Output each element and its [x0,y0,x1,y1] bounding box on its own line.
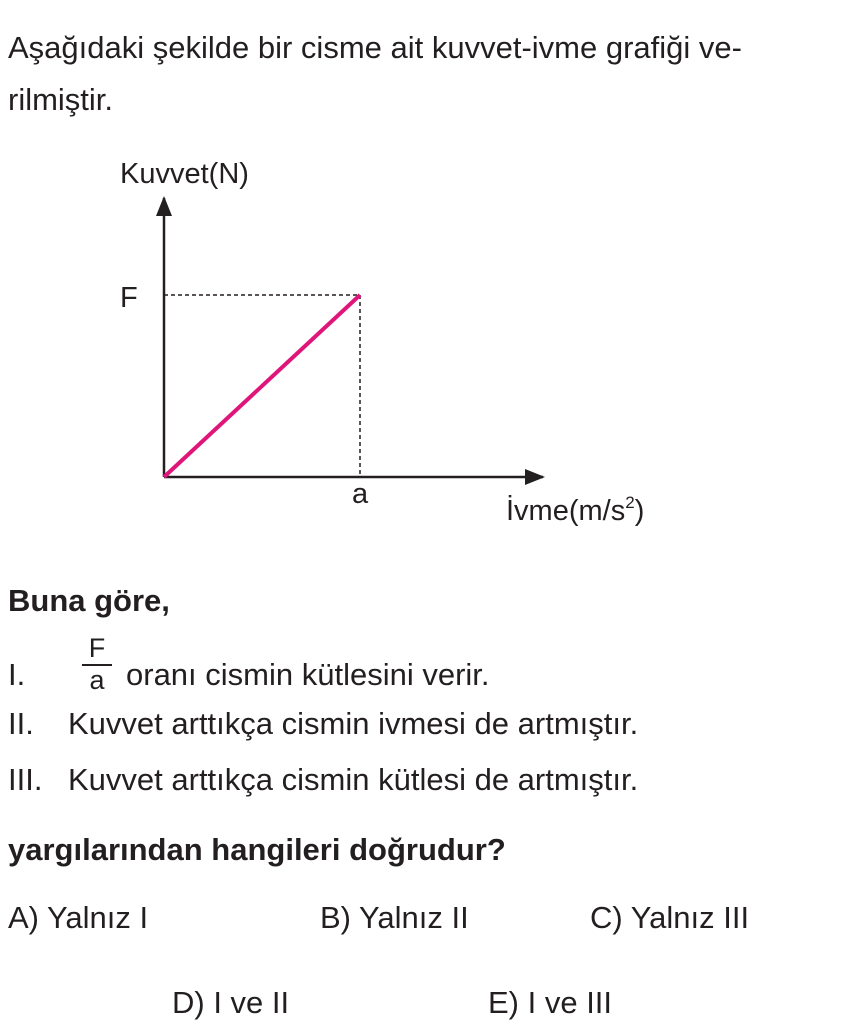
question-heading: Buna göre, [8,583,170,618]
y-axis-label: Kuvvet(N) [120,158,249,190]
statement-2 [8,706,638,742]
fraction-denominator: a [89,665,105,695]
option-d[interactable]: D) I ve II [172,985,290,1020]
fraction-f-over-a [82,635,112,694]
statement-3-number: III. [8,762,43,797]
x-tick-label: a [352,478,369,510]
statement-2-text: Kuvvet arttıkça cismin ivmesi de artmıştır. [68,706,639,741]
intro-line-2: rilmiştir. [8,82,114,117]
statement-3 [8,762,638,798]
option-a[interactable]: A) Yalnız I [8,900,149,935]
fraction-numerator: F [82,635,112,666]
statement-1-number: I. [8,657,26,692]
force-line [164,295,360,477]
y-tick-label: F [120,282,138,314]
x-axis-label-main: İvme(m/s [506,495,626,527]
x-axis-label-close: ) [634,495,645,527]
option-b[interactable]: B) Yalnız II [320,900,469,935]
statement-3-text: Kuvvet arttıkça cismin kütlesi de artmıştır. [68,762,639,797]
option-e[interactable]: E) I ve III [488,985,613,1020]
statement-1-text: oranı cismin kütlesini verir. [126,657,490,692]
question-text: yargılarından hangileri doğrudur? [8,832,506,867]
intro-line-1: Aşağıdaki şekilde bir cisme ait kuvvet-ivme grafiği ve- [8,30,742,65]
option-c[interactable]: C) Yalnız III [590,900,750,935]
x-axis-label [506,493,644,527]
statement-2-number: II. [8,706,34,741]
x-axis-label-sup: 2 [625,493,635,512]
force-acceleration-graph [100,150,700,540]
intro-text [8,22,853,126]
